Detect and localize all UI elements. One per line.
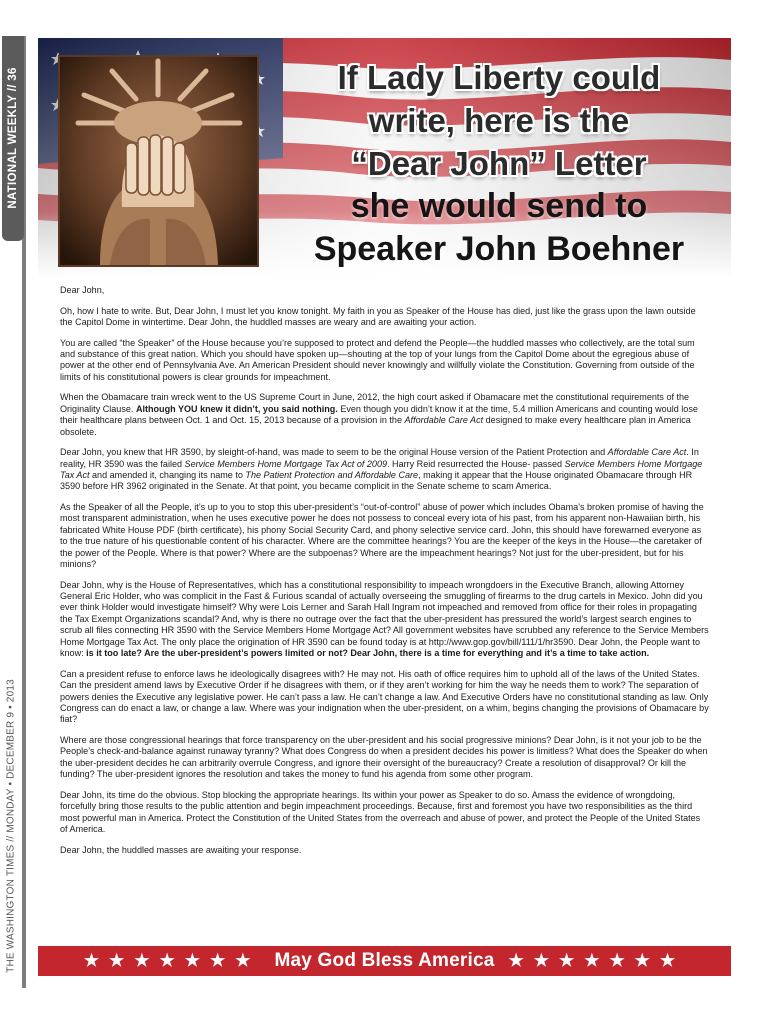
header-banner (38, 38, 731, 278)
closing-line: Dear John, the huddled masses are awaiting your response. (60, 844, 302, 855)
text-run: Even though you didn’t know it at the time, 5.4 million Americans and counting would lose their healthcare plans between Oct. 1 and Oct. 15, 2013 because of a provision in the (60, 403, 698, 426)
paragraph: As the Speaker of all the People, it’s up to you to stop this uber-president’s “out-of-control” abuse of power which includes Obama’s broken promise of having the most transparent administration, when he uses executive power he does not possess to conceal every iota of his past, from his apparent non-Hawaiian birth, his fabricated White House PDF (birth certificate), his phony Social Security Card, and phony selective service card. John, this should have forewarned everyone as to the true nature of his questionable content of his character. Where are the committee hearings? You are the keeper of the keys in the House—the caretaker of the power of the People. Where is that power? Where are the subpoenas? Where are the impeachment hearings? Not just for the uber-president, but for his minions? (60, 502, 704, 570)
paragraph (60, 392, 710, 438)
italic-text: Affordable Care Act (607, 447, 687, 458)
paragraph: You are called “the Speaker” of the House because you’re supposed to protect and defend the People—the huddled masses who collectively, are the total sum and substance of this great nation. Which you should have spoken up—shouting at the top of your lungs from the Capitol Dome about the egregious abuse of power at the other end of Pennsylvania Ave. An American President should never knowingly and willfully violate the Constitution. Governing from outside of the limits of his constitutional powers is clear grounds for impeachment. (60, 337, 695, 382)
headline (278, 56, 720, 271)
paragraph (60, 580, 710, 660)
text-run: designed to make every healthcare plan in America obsolete. (60, 415, 691, 437)
italic-text: Service Members Home Mortgage Tax Act of 2009 (184, 458, 388, 469)
publication-dateline: THE WASHINGTON TIMES // MONDAY • DECEMBER 9 • 2013 (5, 679, 17, 973)
statue-of-liberty-covering-face-image (60, 57, 257, 265)
headline-line-1: If Lady Liberty could (337, 59, 661, 96)
headline-line-5: Speaker John Boehner (313, 230, 685, 268)
paragraph: Oh, how I hate to write. But, Dear John, I must let you know tonight. My faith in you as Speaker of the House has died, just like the grass upon the lawn outside the Capitol Dome in wintertime. Dear John, the huddled masses are weary and are awaiting your action. (60, 305, 696, 327)
star-icon-row-right: ★★★★★★★ (508, 951, 686, 970)
text-run: Dear John, why is the House of Representatives, which has a constitutional responsibility to impeach wrongdoers in the Executive Branch, allowing Attorney General Eric Holder, who was complicit in the Fast & Furious scandal of actually overseeing the smuggling of firearms to the drug cartels in Mexico. John did you ever think Holder would investigate himself? Why were Lois Lerner and Sarah Hall Ingram not impeached and removed from office for their roles in propagating the Tax Exempt Organizations scandal? And, why is there no outrage over the fact that the uber-president has pressured the world’s largest search engines to scrub all files connecting HR 3590 with the Service Members Home Mortgage Act? All government websites have scrubbed any reference to the Service Members Home Mortgage Tax Act. The only place the origination of HR 3590 can be found today is at http://www.gop.gov/bill/111/1/hr3590. Dear John, the People want to know: (60, 579, 709, 659)
paragraph: Can a president refuse to enforce laws he ideologically disagrees with? He may not. His oath of office requires him to uphold all of the laws of the United States. Can the president amend laws by Executive Order if he disagrees with them, or if they aren’t working for him the way he needs them to work? The separation of powers denies the Executive any legislative power. He can’t pass a law. He can’t change a law. And Executive Orders have no constitutional standing as law. Only Congress can do enact a law, or change a law. Where was your indignation when the uber-president, on a whim, begins changing the provisions of Obamacare by fiat? (60, 668, 709, 725)
paragraph: Dear John, its time do the obvious. Stop blocking the appropriate hearings. Its within your power as Speaker to do so. Amass the evidence of wrongdoing, forcefully bring those results to the public attention and begin impeachment proceedings. Because, first and foremost you have two responsibilities as the third most powerful man in America. Protect the Constitution of the United States from the overreach and abuse of power, and protect the People of the United States of America. (60, 789, 701, 834)
text-run: Dear John, you knew that HR 3590, by sleight-of-hand, was made to seem to be the original House version of the Patient Protection and (60, 447, 608, 458)
salutation: Dear John, (60, 285, 105, 295)
star-icon-row-left: ★★★★★★★ (83, 951, 261, 970)
text-run: and amended it, changing its name to (89, 470, 246, 481)
paragraph (60, 447, 710, 493)
footer-banner (38, 946, 731, 976)
headline-line-2: write, here is the (368, 102, 630, 139)
italic-text: Service Members Home Mortgage Tax Act (60, 458, 703, 481)
footer-slogan: May God Bless America (274, 950, 495, 971)
headline-line-3: “Dear John” Letter (351, 145, 647, 182)
letter-body (60, 285, 710, 865)
statue-of-liberty-image (58, 55, 259, 267)
text-run: When the Obamacare train wreck went to the US Supreme Court in June, 2012, the high court asked if Obamacare met the constitutional requirements of the Originality Clause. (60, 392, 690, 414)
emphasis-text: Although YOU knew it didn’t, you said nothing. (135, 403, 338, 414)
section-label: NATIONAL WEEKLY // 36 (7, 67, 19, 209)
text-run: . In reality, HR 3590 was the failed (60, 447, 699, 469)
headline-line-4: she would send to (350, 187, 648, 225)
italic-text: The Patient Protection and Affordable Care (245, 470, 419, 481)
paragraph: Where are those congressional hearings that force transparency on the uber-president and his social progressive minions? Dear John, is it not your job to be the People’s check-and-balance against runaway tyranny? What does Congress do when a president decides his power is limitless? What does the Speaker do when the uber-president decides he can arbitrarily overrule Congress, and ignore their oversight of the bureaucracy? Create a resolution of disapproval? Or kill the funding? The uber-president ignores the resolution and takes the money to fund his agenda from some other program. (60, 734, 708, 780)
italic-text: Affordable Care Act (404, 415, 484, 426)
emphasis-text: is it too late? Are the uber-president’s powers limited or not? Dear John, there is a time for everything and it’s a time to take action. (86, 648, 650, 659)
text-run: , making it appear that the House originated Obamacare through HR 3590 before HR 3962 originated in the Senate. At that point, you became complicit in the Senate scheme to scam America. (60, 470, 693, 492)
text-run: . Harry Reid resurrected the House- passed (387, 458, 565, 469)
